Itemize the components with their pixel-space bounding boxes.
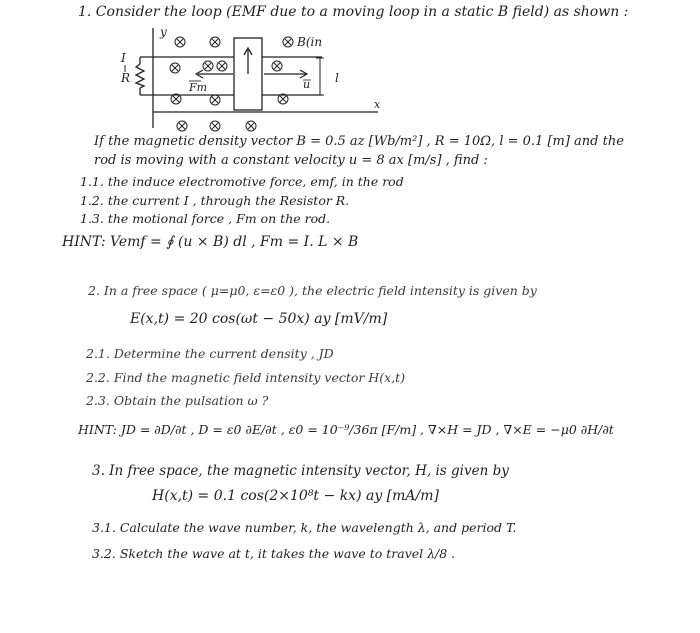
problem2-sub-2-2: 2.2. Find the magnetic field intensity vector H(x,t) [86,370,406,385]
resistor-label: R [121,71,131,85]
problem1-sub-1-3: 1.3. the motional force , Fm on the rod. [80,211,331,226]
problem2-title: 2. In a free space ( μ=μ0, ε=ε0 ), the electric field intensity is given by [88,283,537,298]
problem1-sub-1-1: 1.1. the induce electromotive force, emf, in the rod [80,174,404,189]
problem3-title: 3. In free space, the magnetic intensity vector, H, is given by [92,463,509,479]
current-label: I [121,51,126,65]
velocity-label: u [303,78,311,91]
problem2-hint: HINT: JD = ∂D/∂t , D = ε0 ∂E/∂t , ε0 = 10⁻⁹/36π [F/m] , ∇×H = JD , ∇×E = −μ0 ∂H/∂t [78,422,614,437]
problem2-sub-2-1: 2.1. Determine the current density , JD [86,346,334,361]
loop-figure [0,0,700,140]
length-label: l [335,71,339,85]
problem3-sub-3-1: 3.1. Calculate the wave number, k, the wavelength λ, and period T. [92,520,517,535]
problem1-sub-1-2: 1.2. the current I , through the Resistor R. [80,193,350,208]
y-axis-label: y [160,25,167,39]
resistor-symbol [136,64,144,88]
problem3-equation: H(x,t) = 0.1 cos(2×10⁸t − kx) ay [mA/m] [152,488,439,504]
problem1-line-1: If the magnetic density vector B = 0.5 az [Wb/m²] , R = 10Ω, l = 0.1 [m] and the [94,134,624,149]
b-field-symbols [170,37,288,131]
problem2-equation: E(x,t) = 20 cos(ωt − 50x) ay [mV/m] [130,311,388,327]
force-label: Fm [189,81,208,94]
problem1-hint: HINT: Vemf = ∮ (u × B) dl , Fm = I. L × B [62,234,359,250]
problem1-line-2: rod is moving with a constant velocity u = 8 ax [m/s] , find : [94,153,488,168]
x-axis-label: x [374,98,381,111]
problem3-sub-3-2: 3.2. Sketch the wave at t, it takes the wave to travel λ/8 . [92,546,456,561]
problem1-title: 1. Consider the loop (EMF due to a moving loop in a static B field) as shown : [78,4,629,20]
b-field-label: B(in [297,35,323,49]
problem2-sub-2-3: 2.3. Obtain the pulsation ω ? [86,393,269,408]
b-field-icon [283,37,293,47]
